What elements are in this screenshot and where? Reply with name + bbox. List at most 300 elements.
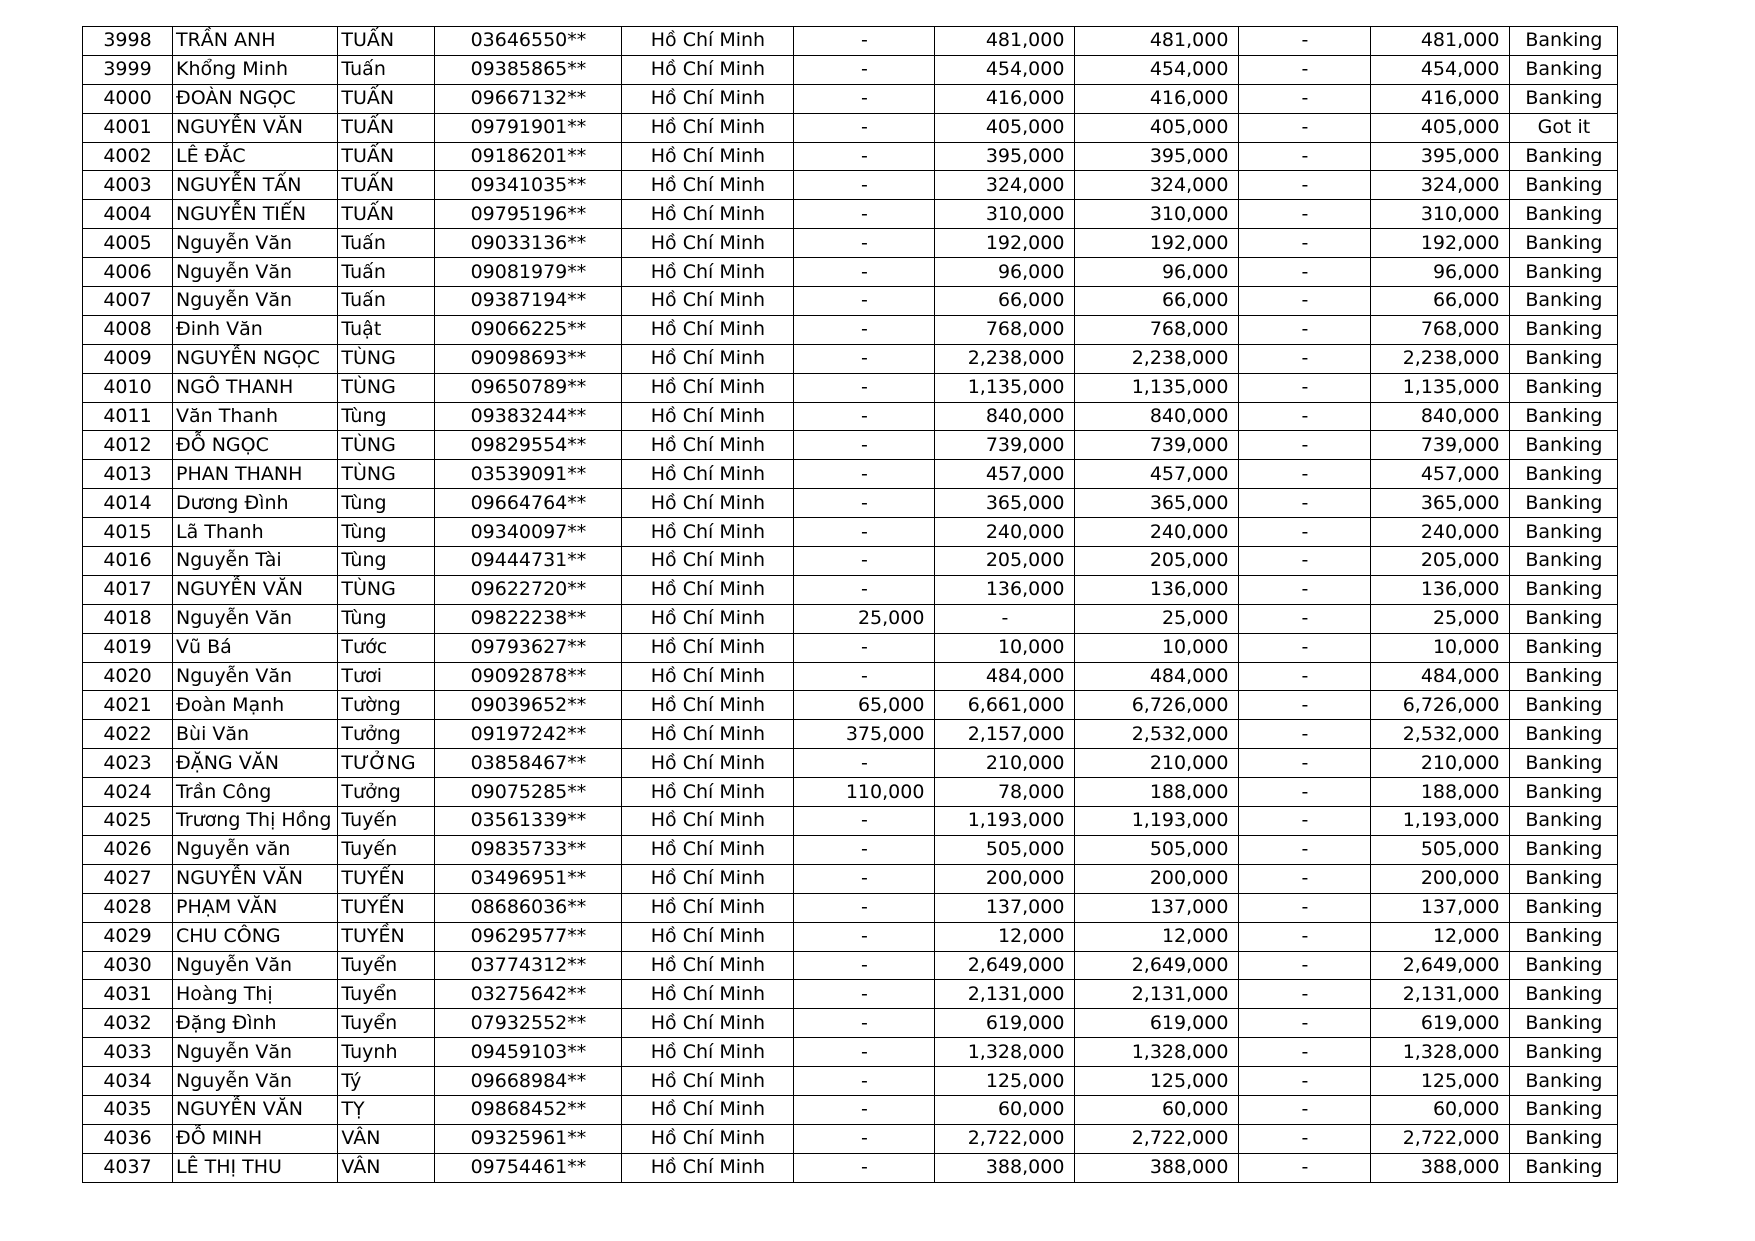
- row-number-cell: 4030: [83, 951, 173, 980]
- amount-1-cell: -: [794, 200, 935, 229]
- surname-cell: Nguyễn Tài: [173, 547, 338, 576]
- city-cell: Hồ Chí Minh: [622, 402, 794, 431]
- payout-cell: 136,000: [1371, 575, 1510, 604]
- given-name-cell: TƯỞNG: [338, 749, 435, 778]
- payout-cell: 25,000: [1371, 604, 1510, 633]
- payment-method-cell: Banking: [1510, 27, 1618, 56]
- payment-method-cell: Banking: [1510, 518, 1618, 547]
- total-cell: 310,000: [1075, 200, 1239, 229]
- payout-cell: 416,000: [1371, 84, 1510, 113]
- row-number-cell: 4025: [83, 807, 173, 836]
- total-cell: 454,000: [1075, 55, 1239, 84]
- row-number-cell: 4001: [83, 113, 173, 142]
- given-name-cell: TUYẾN: [338, 864, 435, 893]
- amount-1-cell: -: [794, 113, 935, 142]
- deduction-cell: -: [1239, 980, 1371, 1009]
- surname-cell: Khổng Minh: [173, 55, 338, 84]
- surname-cell: Hoàng Thị: [173, 980, 338, 1009]
- surname-cell: Dương Đình: [173, 489, 338, 518]
- given-name-cell: Tuynh: [338, 1038, 435, 1067]
- payout-cell: 454,000: [1371, 55, 1510, 84]
- table-row: [83, 980, 1618, 1009]
- table-row: [83, 518, 1618, 547]
- deduction-cell: -: [1239, 951, 1371, 980]
- surname-cell: TRẦN ANH: [173, 27, 338, 56]
- surname-cell: Lã Thanh: [173, 518, 338, 547]
- amount-1-cell: -: [794, 1153, 935, 1182]
- phone-cell: 09829554**: [435, 431, 622, 460]
- city-cell: Hồ Chí Minh: [622, 662, 794, 691]
- payment-method-cell: Banking: [1510, 84, 1618, 113]
- surname-cell: PHAN THANH: [173, 460, 338, 489]
- payout-cell: 481,000: [1371, 27, 1510, 56]
- city-cell: Hồ Chí Minh: [622, 604, 794, 633]
- amount-2-cell: 768,000: [935, 315, 1075, 344]
- table-row: [83, 720, 1618, 749]
- payout-cell: 6,726,000: [1371, 691, 1510, 720]
- surname-cell: Nguyễn Văn: [173, 229, 338, 258]
- payment-method-cell: Banking: [1510, 1153, 1618, 1182]
- deduction-cell: -: [1239, 864, 1371, 893]
- given-name-cell: Tuyển: [338, 1009, 435, 1038]
- row-number-cell: 4034: [83, 1067, 173, 1096]
- payment-method-cell: Banking: [1510, 55, 1618, 84]
- given-name-cell: Tùng: [338, 402, 435, 431]
- table-row: [83, 142, 1618, 171]
- table-row: [83, 1067, 1618, 1096]
- payout-cell: 2,722,000: [1371, 1124, 1510, 1153]
- row-number-cell: 4026: [83, 835, 173, 864]
- given-name-cell: TUẤN: [338, 113, 435, 142]
- payout-cell: 96,000: [1371, 258, 1510, 287]
- given-name-cell: Tuyển: [338, 980, 435, 1009]
- given-name-cell: Tùng: [338, 604, 435, 633]
- amount-1-cell: -: [794, 258, 935, 287]
- amount-1-cell: -: [794, 402, 935, 431]
- city-cell: Hồ Chí Minh: [622, 489, 794, 518]
- phone-cell: 09066225**: [435, 315, 622, 344]
- table-row: [83, 171, 1618, 200]
- city-cell: Hồ Chí Minh: [622, 633, 794, 662]
- payment-method-cell: Banking: [1510, 344, 1618, 373]
- phone-cell: 03496951**: [435, 864, 622, 893]
- surname-cell: Nguyễn Văn: [173, 1067, 338, 1096]
- payment-method-cell: Banking: [1510, 807, 1618, 836]
- city-cell: Hồ Chí Minh: [622, 27, 794, 56]
- phone-cell: 09459103**: [435, 1038, 622, 1067]
- table-row: [83, 547, 1618, 576]
- amount-1-cell: -: [794, 835, 935, 864]
- amount-2-cell: 210,000: [935, 749, 1075, 778]
- deduction-cell: -: [1239, 287, 1371, 316]
- payment-method-cell: Banking: [1510, 864, 1618, 893]
- phone-cell: 07932552**: [435, 1009, 622, 1038]
- amount-2-cell: 310,000: [935, 200, 1075, 229]
- table-row: [83, 749, 1618, 778]
- payment-method-cell: Banking: [1510, 258, 1618, 287]
- surname-cell: ĐỖ NGỌC: [173, 431, 338, 460]
- city-cell: Hồ Chí Minh: [622, 200, 794, 229]
- deduction-cell: -: [1239, 1009, 1371, 1038]
- amount-2-cell: 405,000: [935, 113, 1075, 142]
- table-row: [83, 258, 1618, 287]
- table-row: [83, 1124, 1618, 1153]
- amount-1-cell: -: [794, 1038, 935, 1067]
- deduction-cell: -: [1239, 84, 1371, 113]
- deduction-cell: -: [1239, 1095, 1371, 1124]
- payout-cell: 365,000: [1371, 489, 1510, 518]
- payout-cell: 240,000: [1371, 518, 1510, 547]
- given-name-cell: Tuyển: [338, 951, 435, 980]
- amount-1-cell: -: [794, 1124, 935, 1153]
- phone-cell: 09667132**: [435, 84, 622, 113]
- amount-1-cell: -: [794, 1095, 935, 1124]
- deduction-cell: -: [1239, 200, 1371, 229]
- deduction-cell: -: [1239, 489, 1371, 518]
- amount-1-cell: -: [794, 1009, 935, 1038]
- city-cell: Hồ Chí Minh: [622, 344, 794, 373]
- phone-cell: 09793627**: [435, 633, 622, 662]
- payout-cell: 2,238,000: [1371, 344, 1510, 373]
- phone-cell: 09197242**: [435, 720, 622, 749]
- row-number-cell: 4006: [83, 258, 173, 287]
- row-number-cell: 4020: [83, 662, 173, 691]
- deduction-cell: -: [1239, 1038, 1371, 1067]
- deduction-cell: -: [1239, 604, 1371, 633]
- total-cell: 2,532,000: [1075, 720, 1239, 749]
- surname-cell: Vũ Bá: [173, 633, 338, 662]
- amount-1-cell: -: [794, 489, 935, 518]
- amount-2-cell: 619,000: [935, 1009, 1075, 1038]
- payout-cell: 619,000: [1371, 1009, 1510, 1038]
- phone-cell: 09650789**: [435, 373, 622, 402]
- total-cell: 200,000: [1075, 864, 1239, 893]
- surname-cell: Đinh Văn: [173, 315, 338, 344]
- deduction-cell: -: [1239, 575, 1371, 604]
- payment-method-cell: Banking: [1510, 720, 1618, 749]
- row-number-cell: 4000: [83, 84, 173, 113]
- deduction-cell: -: [1239, 720, 1371, 749]
- amount-1-cell: -: [794, 287, 935, 316]
- phone-cell: 09387194**: [435, 287, 622, 316]
- payment-method-cell: Banking: [1510, 1038, 1618, 1067]
- given-name-cell: VÂN: [338, 1153, 435, 1182]
- city-cell: Hồ Chí Minh: [622, 720, 794, 749]
- given-name-cell: Tùng: [338, 489, 435, 518]
- given-name-cell: Tước: [338, 633, 435, 662]
- deduction-cell: -: [1239, 1153, 1371, 1182]
- amount-2-cell: 137,000: [935, 893, 1075, 922]
- phone-cell: 09081979**: [435, 258, 622, 287]
- payment-method-cell: Banking: [1510, 835, 1618, 864]
- table-body: [83, 27, 1618, 1183]
- payment-method-cell: Banking: [1510, 287, 1618, 316]
- table-row: [83, 1038, 1618, 1067]
- payout-cell: 505,000: [1371, 835, 1510, 864]
- given-name-cell: Tuấn: [338, 55, 435, 84]
- phone-cell: 09325961**: [435, 1124, 622, 1153]
- total-cell: 505,000: [1075, 835, 1239, 864]
- payment-method-cell: Banking: [1510, 547, 1618, 576]
- surname-cell: NGUYỄN VĂN: [173, 1095, 338, 1124]
- total-cell: 125,000: [1075, 1067, 1239, 1096]
- table-row: [83, 893, 1618, 922]
- payout-cell: 192,000: [1371, 229, 1510, 258]
- surname-cell: Văn Thanh: [173, 402, 338, 431]
- phone-cell: 09791901**: [435, 113, 622, 142]
- deduction-cell: -: [1239, 27, 1371, 56]
- row-number-cell: 4023: [83, 749, 173, 778]
- payout-cell: 60,000: [1371, 1095, 1510, 1124]
- amount-1-cell: -: [794, 431, 935, 460]
- table-row: [83, 807, 1618, 836]
- payment-method-cell: Banking: [1510, 951, 1618, 980]
- amount-1-cell: -: [794, 84, 935, 113]
- table-row: [83, 633, 1618, 662]
- given-name-cell: Tuyến: [338, 835, 435, 864]
- deduction-cell: -: [1239, 344, 1371, 373]
- given-name-cell: Tưởng: [338, 778, 435, 807]
- row-number-cell: 4018: [83, 604, 173, 633]
- payout-cell: 12,000: [1371, 922, 1510, 951]
- amount-2-cell: 240,000: [935, 518, 1075, 547]
- deduction-cell: -: [1239, 807, 1371, 836]
- phone-cell: 09629577**: [435, 922, 622, 951]
- payout-cell: 739,000: [1371, 431, 1510, 460]
- amount-1-cell: 65,000: [794, 691, 935, 720]
- total-cell: 210,000: [1075, 749, 1239, 778]
- payout-cell: 405,000: [1371, 113, 1510, 142]
- amount-1-cell: -: [794, 171, 935, 200]
- total-cell: 2,649,000: [1075, 951, 1239, 980]
- payment-method-cell: Banking: [1510, 922, 1618, 951]
- payment-method-cell: Banking: [1510, 1095, 1618, 1124]
- total-cell: 481,000: [1075, 27, 1239, 56]
- amount-1-cell: -: [794, 749, 935, 778]
- table-row: [83, 1153, 1618, 1182]
- deduction-cell: -: [1239, 1067, 1371, 1096]
- total-cell: 96,000: [1075, 258, 1239, 287]
- surname-cell: Đặng Đình: [173, 1009, 338, 1038]
- surname-cell: NGUYỄN TIẾN: [173, 200, 338, 229]
- total-cell: 2,238,000: [1075, 344, 1239, 373]
- surname-cell: CHU CÔNG: [173, 922, 338, 951]
- phone-cell: 03646550**: [435, 27, 622, 56]
- given-name-cell: TỴ: [338, 1095, 435, 1124]
- payment-method-cell: Banking: [1510, 691, 1618, 720]
- city-cell: Hồ Chí Minh: [622, 518, 794, 547]
- deduction-cell: -: [1239, 778, 1371, 807]
- row-number-cell: 4009: [83, 344, 173, 373]
- surname-cell: Nguyễn Văn: [173, 287, 338, 316]
- payment-method-cell: Banking: [1510, 604, 1618, 633]
- payment-method-cell: Banking: [1510, 229, 1618, 258]
- city-cell: Hồ Chí Minh: [622, 287, 794, 316]
- total-cell: 205,000: [1075, 547, 1239, 576]
- phone-cell: 03858467**: [435, 749, 622, 778]
- payout-cell: 840,000: [1371, 402, 1510, 431]
- city-cell: Hồ Chí Minh: [622, 142, 794, 171]
- surname-cell: Nguyễn Văn: [173, 258, 338, 287]
- surname-cell: Nguyễn Văn: [173, 1038, 338, 1067]
- city-cell: Hồ Chí Minh: [622, 84, 794, 113]
- given-name-cell: TUẤN: [338, 27, 435, 56]
- row-number-cell: 4002: [83, 142, 173, 171]
- city-cell: Hồ Chí Minh: [622, 431, 794, 460]
- surname-cell: LÊ ĐẮC: [173, 142, 338, 171]
- amount-1-cell: -: [794, 633, 935, 662]
- payment-method-cell: Banking: [1510, 575, 1618, 604]
- phone-cell: 03774312**: [435, 951, 622, 980]
- payout-cell: 2,649,000: [1371, 951, 1510, 980]
- row-number-cell: 4028: [83, 893, 173, 922]
- table-row: [83, 604, 1618, 633]
- city-cell: Hồ Chí Minh: [622, 691, 794, 720]
- deduction-cell: -: [1239, 402, 1371, 431]
- table-row: [83, 84, 1618, 113]
- city-cell: Hồ Chí Minh: [622, 864, 794, 893]
- row-number-cell: 4021: [83, 691, 173, 720]
- row-number-cell: 3998: [83, 27, 173, 56]
- amount-1-cell: -: [794, 951, 935, 980]
- given-name-cell: TÙNG: [338, 575, 435, 604]
- deduction-cell: -: [1239, 662, 1371, 691]
- row-number-cell: 4024: [83, 778, 173, 807]
- given-name-cell: TÙNG: [338, 460, 435, 489]
- total-cell: 60,000: [1075, 1095, 1239, 1124]
- city-cell: Hồ Chí Minh: [622, 575, 794, 604]
- phone-cell: 08686036**: [435, 893, 622, 922]
- row-number-cell: 4019: [83, 633, 173, 662]
- phone-cell: 09075285**: [435, 778, 622, 807]
- row-number-cell: 4013: [83, 460, 173, 489]
- amount-2-cell: 416,000: [935, 84, 1075, 113]
- table-row: [83, 835, 1618, 864]
- amount-1-cell: -: [794, 55, 935, 84]
- given-name-cell: VÂN: [338, 1124, 435, 1153]
- amount-2-cell: 125,000: [935, 1067, 1075, 1096]
- surname-cell: NGUYỄN TẤN: [173, 171, 338, 200]
- payment-method-cell: Banking: [1510, 402, 1618, 431]
- table-row: [83, 575, 1618, 604]
- row-number-cell: 4031: [83, 980, 173, 1009]
- phone-cell: 09622720**: [435, 575, 622, 604]
- surname-cell: ĐẶNG VĂN: [173, 749, 338, 778]
- payout-cell: 1,193,000: [1371, 807, 1510, 836]
- total-cell: 192,000: [1075, 229, 1239, 258]
- deduction-cell: -: [1239, 547, 1371, 576]
- row-number-cell: 4010: [83, 373, 173, 402]
- payout-cell: 1,135,000: [1371, 373, 1510, 402]
- amount-1-cell: -: [794, 373, 935, 402]
- city-cell: Hồ Chí Minh: [622, 1067, 794, 1096]
- row-number-cell: 4016: [83, 547, 173, 576]
- phone-cell: 09835733**: [435, 835, 622, 864]
- given-name-cell: Tùng: [338, 518, 435, 547]
- payout-cell: 388,000: [1371, 1153, 1510, 1182]
- total-cell: 240,000: [1075, 518, 1239, 547]
- payment-method-cell: Banking: [1510, 489, 1618, 518]
- amount-2-cell: 2,157,000: [935, 720, 1075, 749]
- amount-2-cell: 388,000: [935, 1153, 1075, 1182]
- given-name-cell: TÙNG: [338, 373, 435, 402]
- amount-1-cell: -: [794, 922, 935, 951]
- row-number-cell: 4008: [83, 315, 173, 344]
- amount-2-cell: 2,131,000: [935, 980, 1075, 1009]
- total-cell: 136,000: [1075, 575, 1239, 604]
- payment-method-cell: Banking: [1510, 893, 1618, 922]
- total-cell: 416,000: [1075, 84, 1239, 113]
- table-row: [83, 402, 1618, 431]
- amount-2-cell: 484,000: [935, 662, 1075, 691]
- deduction-cell: -: [1239, 1124, 1371, 1153]
- given-name-cell: TUẤN: [338, 171, 435, 200]
- surname-cell: Nguyễn Văn: [173, 604, 338, 633]
- city-cell: Hồ Chí Minh: [622, 835, 794, 864]
- table-row: [83, 315, 1618, 344]
- total-cell: 1,328,000: [1075, 1038, 1239, 1067]
- given-name-cell: Tý: [338, 1067, 435, 1096]
- amount-2-cell: 1,135,000: [935, 373, 1075, 402]
- amount-2-cell: 66,000: [935, 287, 1075, 316]
- surname-cell: Đoàn Mạnh: [173, 691, 338, 720]
- deduction-cell: -: [1239, 113, 1371, 142]
- city-cell: Hồ Chí Minh: [622, 1038, 794, 1067]
- phone-cell: 09444731**: [435, 547, 622, 576]
- total-cell: 405,000: [1075, 113, 1239, 142]
- given-name-cell: Tuấn: [338, 258, 435, 287]
- amount-1-cell: -: [794, 27, 935, 56]
- amount-2-cell: 457,000: [935, 460, 1075, 489]
- city-cell: Hồ Chí Minh: [622, 778, 794, 807]
- amount-1-cell: -: [794, 460, 935, 489]
- given-name-cell: Tươi: [338, 662, 435, 691]
- given-name-cell: Tưởng: [338, 720, 435, 749]
- total-cell: 388,000: [1075, 1153, 1239, 1182]
- phone-cell: 09186201**: [435, 142, 622, 171]
- table-row: [83, 55, 1618, 84]
- city-cell: Hồ Chí Minh: [622, 951, 794, 980]
- deduction-cell: -: [1239, 749, 1371, 778]
- city-cell: Hồ Chí Minh: [622, 1009, 794, 1038]
- surname-cell: NGUYỄN NGỌC: [173, 344, 338, 373]
- phone-cell: 09341035**: [435, 171, 622, 200]
- payment-method-cell: Banking: [1510, 980, 1618, 1009]
- payout-cell: 200,000: [1371, 864, 1510, 893]
- given-name-cell: Tuấn: [338, 287, 435, 316]
- total-cell: 395,000: [1075, 142, 1239, 171]
- table-row: [83, 431, 1618, 460]
- amount-1-cell: -: [794, 1067, 935, 1096]
- table-row: [83, 864, 1618, 893]
- amount-1-cell: -: [794, 893, 935, 922]
- given-name-cell: TUẤN: [338, 142, 435, 171]
- given-name-cell: TUẤN: [338, 200, 435, 229]
- payout-cell: 768,000: [1371, 315, 1510, 344]
- city-cell: Hồ Chí Minh: [622, 1153, 794, 1182]
- total-cell: 2,131,000: [1075, 980, 1239, 1009]
- city-cell: Hồ Chí Minh: [622, 258, 794, 287]
- amount-2-cell: 60,000: [935, 1095, 1075, 1124]
- data-table: [82, 26, 1618, 1183]
- amount-2-cell: 505,000: [935, 835, 1075, 864]
- payment-method-cell: Banking: [1510, 1009, 1618, 1038]
- amount-2-cell: 96,000: [935, 258, 1075, 287]
- phone-cell: 09668984**: [435, 1067, 622, 1096]
- city-cell: Hồ Chí Minh: [622, 1095, 794, 1124]
- row-number-cell: 4036: [83, 1124, 173, 1153]
- row-number-cell: 4007: [83, 287, 173, 316]
